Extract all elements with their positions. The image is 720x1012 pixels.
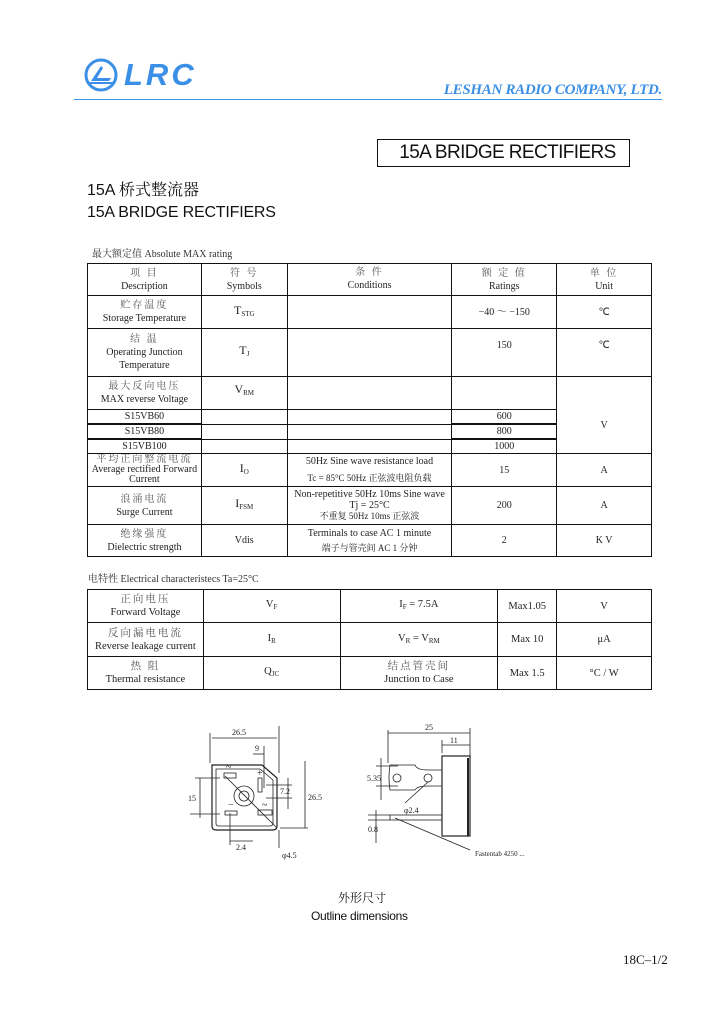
electrical-label: 电特性 Electrical characteristecs Ta=25°C	[88, 574, 259, 585]
fastentab-note: Fastentab 4250 ...	[475, 850, 525, 858]
table-header-row	[88, 264, 652, 296]
col-conditions: 条 件 Conditions	[287, 264, 452, 296]
page-number: 18C–1/2	[623, 952, 668, 967]
dim-tab: 5.35	[367, 774, 381, 783]
header-divider	[74, 99, 662, 100]
col-ratings: 额 定 值 Ratings	[452, 264, 557, 296]
dim-thick: 0.8	[368, 825, 378, 834]
dim-pin-hole: φ2.4	[404, 806, 419, 815]
table-row-model: S15VB60 600	[88, 410, 652, 425]
col-unit: 单 位 Unit	[557, 264, 652, 296]
outline-dimensions-diagram	[180, 718, 540, 868]
caption-chinese: 外形尺寸	[338, 891, 387, 905]
svg-text:+: +	[257, 768, 263, 779]
table-row: 绝缘强度 Dielectric strength Vdis Terminals to case AC 1 minute 端子与管壳间 AC 1 分钟 2 K V	[88, 525, 652, 557]
company-name: LESHAN RADIO COMPANY, LTD.	[443, 82, 662, 98]
dim-hole: φ4.5	[282, 851, 297, 860]
lrc-logo	[84, 55, 214, 95]
dim-bottom: 2.4	[236, 843, 246, 852]
dim-body: 11	[450, 736, 458, 745]
table-row: 反向漏电电流 Reverse leakage current $I_R$ $V_R = V_{RM}$ Max 10 μA	[88, 623, 652, 657]
dim-height: 26.5	[308, 793, 322, 802]
dim-depth: 25	[425, 723, 433, 732]
table-row: 贮存温度 Storage Temperature $T_{STG}$ −40 ～ −150 ℃	[88, 296, 652, 329]
product-title-box: 15A BRIDGE RECTIFIERS	[377, 139, 630, 167]
table-row-model: S15VB100 1000	[88, 439, 652, 454]
dim-pin-gap: 7.2	[280, 787, 290, 796]
svg-text:~: ~	[226, 762, 232, 773]
table-row: 热 阻 Thermal resistance $Q_{JC}$ 结点管壳间 Junction to Case Max 1.5 °C / W	[88, 657, 652, 690]
svg-text:−: −	[228, 800, 234, 811]
dim-offset: 9	[255, 744, 259, 753]
col-description: 项 目 Description	[88, 264, 202, 296]
voltage-unit-cell: V	[557, 377, 652, 454]
table-row: 最大反向电压 MAX reverse Voltage $V_{RM}$ V	[88, 377, 652, 410]
svg-text:~: ~	[262, 800, 268, 811]
electrical-table	[87, 589, 652, 690]
table-row: 结 温 Operating Junction Temperature $T_J$ 150 ℃	[88, 329, 652, 377]
col-symbols: 符 号 Symbols	[201, 264, 287, 296]
logo-text: LRC	[124, 57, 197, 92]
table-row: 浪涌电流 Surge Current $I_{FSM}$ Non-repetitive 50Hz 10ms Sine wave Tj = 25°C 不重复 50Hz 10ms 正弦波 200 A	[88, 487, 652, 525]
table-row: 正向电压 Forward Voltage $V_F$ $I_F = 7.5A$ Max1.05 V	[88, 590, 652, 623]
dim-side: 15	[188, 794, 196, 803]
dim-width: 26.5	[232, 728, 246, 737]
lrc-logo-icon	[84, 58, 118, 92]
table-row: 平均正向整流电流 Average rectified Forward Current $I_O$ 50Hz Sine wave resistance load Tc = 85°C 50Hz 正弦波电阻负载 15 A	[88, 454, 652, 487]
abs-max-table	[87, 263, 652, 557]
heading-chinese: 15A 桥式整流器	[87, 182, 200, 199]
heading-english: 15A BRIDGE RECTIFIERS	[87, 204, 276, 221]
abs-max-label: 最大额定值 Absolute MAX rating	[92, 249, 233, 260]
caption-english: Outline dimensions	[311, 909, 408, 923]
table-row-model: S15VB80 800	[88, 424, 652, 439]
